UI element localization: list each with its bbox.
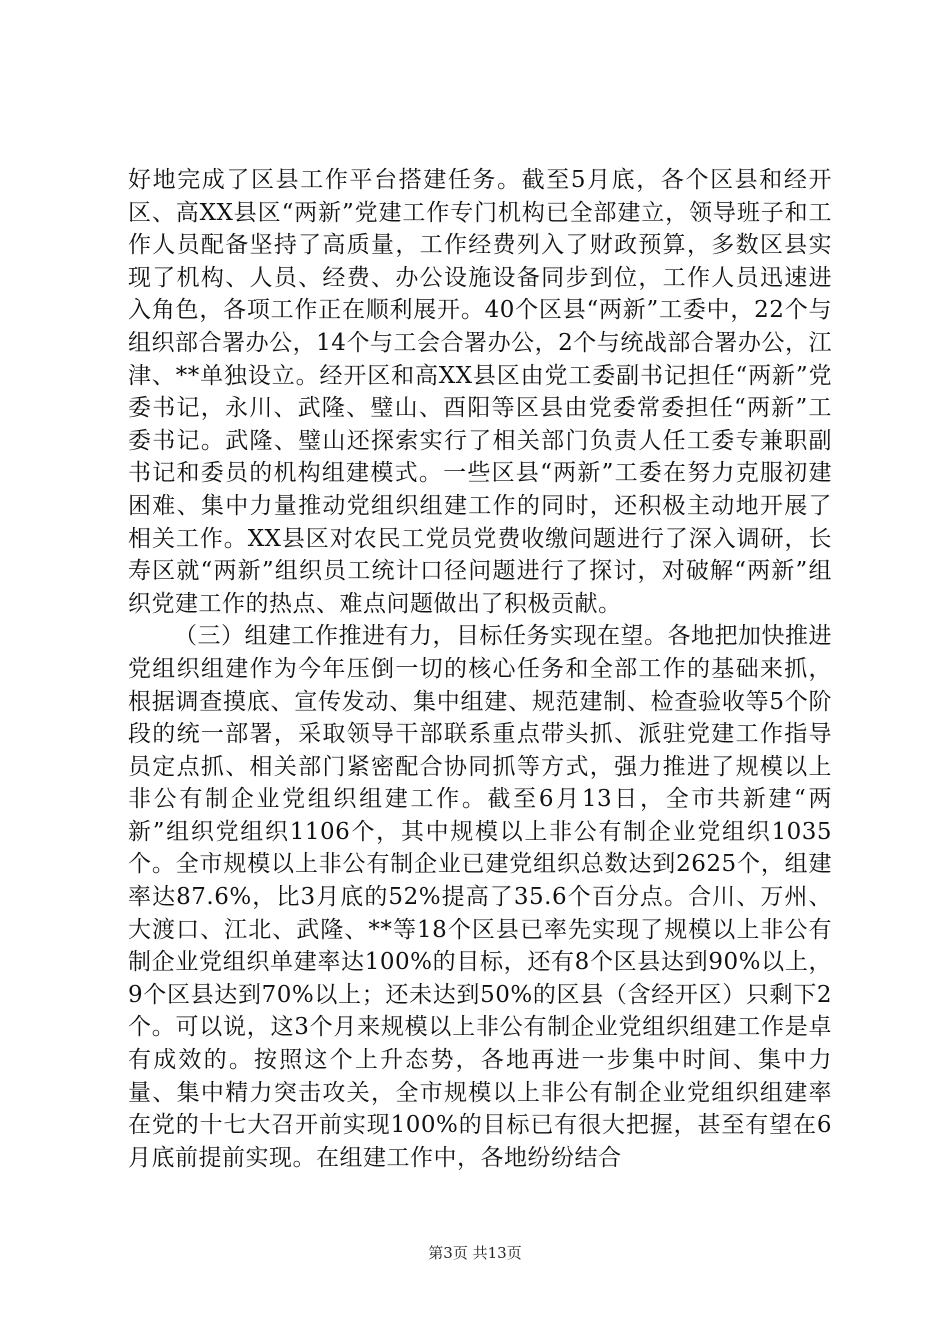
paragraph-1: 好地完成了区县工作平台搭建任务。截至5月底，各个区县和经开区、高XX县区“两新”党建工作专门机构已全部建立，领导班子和工作人员配备坚持了高质量，工作经费列入了财政预算，多数区县实现了机构、人员、经费、办公设施设备同步到位，工作人员迅速进入角色，各项工作正在顺利展开。40个区县“两新”工委中，22个与组织部合署办公，14个与工会合署办公，2个与统战部合署办公，江津、**单独设立。经开区和高XX县区由党工委副书记担任“两新”党委书记，永川、武隆、璧山、酉阳等区县由党委常委担任“两新”工委书记。武隆、璧山还探索实行了相关部门负责人任工委专兼职副书记和委员的机构组建模式。一些区县“两新”工委在努力克服初建困难、集中力量推动党组织组建工作的同时，还积极主动地开展了相关工作。XX县区对农民工党员党费收缴问题进行了深入调研，长寿区就“两新”组织员工统计口径问题进行了探讨，对破解“两新”组织党建工作的热点、难点问题做出了积极贡献。	[128, 167, 832, 617]
document-body	[128, 164, 832, 1174]
paragraph-2: （三）组建工作推进有力，目标任务实现在望。各地把加快推进党组织组建作为今年压倒一切的核心任务和全部工作的基础来抓，根据调查摸底、宣传发动、集中组建、规范建制、检查验收等5个阶段的统一部署，采取领导干部联系重点带头抓、派驻党建工作指导员定点抓、相关部门紧密配合协同抓等方式，强力推进了规模以上非公有制企业党组织组建工作。截至6月13日，全市共新建“两新”组织党组织1106个，其中规模以上非公有制企业党组织1035个。全市规模以上非公有制企业已建党组织总数达到2625个，组建率达87.6%，比3月底的52%提高了35.6个百分点。合川、万州、大渡口、江北、武隆、**等18个区县已率先实现了规模以上非公有制企业党组织单建率达100%的目标，还有8个区县达到90%以上，9个区县达到70%以上；还未达到50%的区县（含经开区）只剩下2个。可以说，这3个月来规模以上非公有制企业党组织组建工作是卓有成效的。按照这个上升态势，各地再进一步集中时间、集中力量、集中精力突击攻关，全市规模以上非公有制企业党组织组建率在党的十七大召开前实现100%的目标已有很大把握，甚至有望在6月底前提前实现。在组建工作中，各地纷纷结合	[128, 623, 832, 1171]
page-number-footer: 第3页 共13页	[428, 1244, 522, 1262]
